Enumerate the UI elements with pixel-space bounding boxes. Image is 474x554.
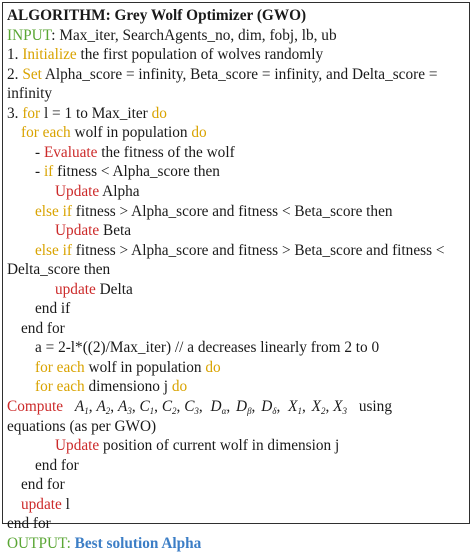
update-alpha-line bbox=[55, 182, 140, 202]
compute-keyword: Compute bbox=[7, 398, 64, 415]
update-position-line bbox=[55, 436, 339, 456]
compute-line: Compute $A_1$, $A_2$, $A_3$, $C_1$, $C_2$, $C_3$, $D_\alpha$, $D_\beta$, $D_\delta$, $X_1$, $X_2$, $X_3$ using bbox=[7, 398, 392, 416]
output-keyword: OUTPUT bbox=[7, 534, 67, 552]
end-for-line-3: end for bbox=[21, 476, 65, 494]
initialize-keyword: Initialize bbox=[22, 46, 77, 64]
output-line bbox=[7, 534, 201, 554]
step-1-line bbox=[7, 45, 323, 65]
end-for-line: end for bbox=[21, 319, 65, 337]
update-keyword: update bbox=[55, 280, 96, 298]
for-each-wolf-line bbox=[21, 123, 207, 143]
step-2-number: 2. bbox=[7, 65, 19, 83]
do-keyword: do bbox=[171, 378, 188, 396]
compute-continuation: equations (as per GWO) bbox=[7, 417, 157, 435]
for-each-text: wolf in population bbox=[88, 358, 202, 376]
do-keyword: do bbox=[205, 358, 221, 376]
update-delta-text: Delta bbox=[99, 280, 133, 298]
else-if-keyword: else if bbox=[35, 202, 72, 220]
update-l-text: l bbox=[65, 495, 70, 513]
symbol-X1: $X_1$ bbox=[288, 398, 302, 416]
symbol-A3: $A_3$ bbox=[117, 398, 132, 416]
symbol-A2: $A_2$ bbox=[96, 398, 111, 416]
step-1-text: the first population of wolves randomly bbox=[80, 46, 324, 64]
using-text: using bbox=[358, 398, 392, 415]
end-for-line-2: end for bbox=[35, 456, 79, 474]
step-3-number: 3. bbox=[7, 104, 19, 122]
symbol-A1: $A_1$ bbox=[74, 398, 89, 416]
evaluate-line bbox=[35, 143, 235, 163]
step-2-text: Alpha_score = infinity, Beta_score = infinity, and Delta_score = bbox=[44, 65, 438, 83]
else-if-beta-condition: fitness > Alpha_score and fitness < Beta_score then bbox=[75, 202, 393, 220]
if-condition: fitness < Alpha_score then bbox=[57, 163, 220, 181]
else-if-delta-continuation: Delta_score then bbox=[7, 261, 111, 279]
a-decrease-line: a = 2-l*((2)/Max_iter) // a decreases linearly from 2 to 0 bbox=[35, 339, 380, 357]
output-colon: : bbox=[66, 534, 71, 552]
for-each-dimension-text: dimensiono j bbox=[88, 378, 168, 396]
algorithm-box bbox=[2, 2, 470, 552]
symbol-C1: $C_1$ bbox=[139, 398, 155, 416]
for-each-keyword: for each bbox=[35, 378, 85, 396]
if-alpha-line bbox=[35, 162, 220, 182]
evaluate-keyword: Evaluate bbox=[43, 143, 98, 161]
update-beta-text: Beta bbox=[103, 222, 132, 240]
do-keyword: do bbox=[191, 124, 207, 142]
step-3-text: l = 1 to Max_iter bbox=[43, 104, 148, 122]
evaluate-text: the fitness of the wolf bbox=[101, 143, 235, 161]
end-for-line-4: end for bbox=[7, 515, 51, 533]
update-keyword: Update bbox=[55, 222, 100, 240]
symbol-X2: $X_2$ bbox=[311, 398, 326, 416]
else-if-delta-condition: fitness > Alpha_score and fitness > Beta_score and fitness < bbox=[75, 241, 445, 259]
else-if-keyword: else if bbox=[35, 241, 72, 259]
step-1-number: 1. bbox=[7, 46, 19, 64]
end-if-line: end if bbox=[35, 300, 71, 318]
symbol-D-beta: $D_\beta$ bbox=[236, 398, 252, 416]
for-keyword: for bbox=[22, 104, 41, 122]
update-alpha-text: Alpha bbox=[102, 182, 140, 200]
for-each-wolf-line-2 bbox=[35, 358, 221, 378]
set-keyword: Set bbox=[22, 65, 42, 83]
update-keyword: Update bbox=[55, 182, 100, 200]
algorithm-title: ALGORITHM: Grey Wolf Optimizer (GWO) bbox=[7, 7, 307, 24]
update-position-text: position of current wolf in dimension j bbox=[103, 437, 340, 455]
symbol-X3: $X_3$ bbox=[333, 398, 347, 416]
update-keyword: Update bbox=[55, 437, 100, 455]
step-3-line bbox=[7, 104, 167, 124]
for-each-keyword: for each bbox=[21, 124, 71, 142]
symbol-D-delta: $D_\delta$ bbox=[261, 398, 277, 416]
symbol-C3: $C_3$ bbox=[184, 398, 199, 416]
input-line bbox=[7, 26, 337, 46]
else-if-delta-line bbox=[35, 241, 444, 261]
update-l-line bbox=[21, 495, 70, 515]
update-keyword: update bbox=[21, 495, 62, 513]
symbol-D-alpha: $D_\alpha$ bbox=[210, 398, 227, 416]
bullet-dash: - bbox=[35, 163, 41, 181]
update-delta-line bbox=[55, 280, 133, 300]
do-keyword: do bbox=[151, 104, 167, 122]
output-result: Best solution Alpha bbox=[74, 534, 202, 552]
if-keyword: if bbox=[43, 163, 54, 181]
step-2-line bbox=[7, 65, 437, 85]
for-each-text: wolf in population bbox=[74, 124, 188, 142]
input-params: : Max_iter, SearchAgents_no, dim, fobj, lb, ub bbox=[51, 26, 337, 44]
update-beta-line bbox=[55, 221, 131, 241]
bullet-dash: - bbox=[35, 143, 41, 161]
for-each-keyword: for each bbox=[35, 358, 85, 376]
symbol-C2: $C_2$ bbox=[161, 398, 177, 416]
for-each-dimension-line bbox=[35, 377, 187, 397]
step-2-continuation: infinity bbox=[7, 85, 53, 103]
else-if-beta-line bbox=[35, 202, 393, 222]
input-keyword: INPUT bbox=[7, 26, 52, 44]
